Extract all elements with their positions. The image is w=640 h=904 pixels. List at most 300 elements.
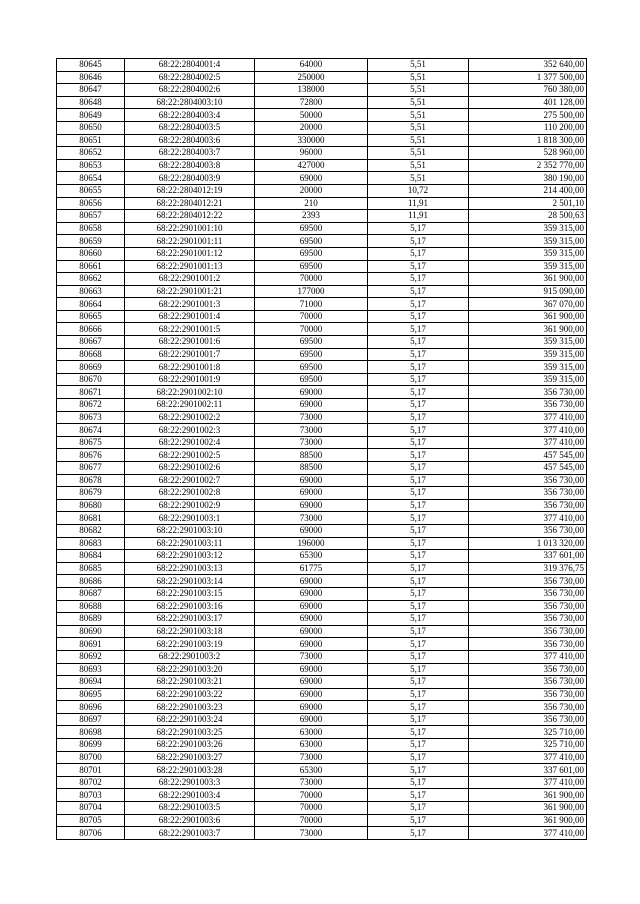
- table-row: [57, 726, 587, 739]
- cadastral-number-cell: 68:22:2804003:4: [125, 109, 255, 122]
- table-row: [57, 247, 587, 260]
- cadastral-number-cell: 68:22:2901003:23: [125, 701, 255, 714]
- table-row: [57, 235, 587, 248]
- table-row: [57, 802, 587, 815]
- area-cell: 69000: [255, 399, 368, 412]
- cadastral-number-cell: 68:22:2804003:8: [125, 159, 255, 172]
- area-cell: 70000: [255, 273, 368, 286]
- row-number-cell: 80675: [57, 436, 125, 449]
- row-number-cell: 80672: [57, 399, 125, 412]
- cadastral-number-cell: 68:22:2901003:21: [125, 676, 255, 689]
- row-number-cell: 80676: [57, 449, 125, 462]
- cadastral-value-cell: 361 900,00: [469, 273, 587, 286]
- cadastral-value-cell: 361 900,00: [469, 802, 587, 815]
- row-number-cell: 80677: [57, 462, 125, 475]
- table-row: [57, 336, 587, 349]
- cadastral-number-cell: 68:22:2901001:12: [125, 247, 255, 260]
- cadastral-number-cell: 68:22:2901001:8: [125, 361, 255, 374]
- rate-cell: 5,51: [368, 172, 469, 185]
- row-number-cell: 80681: [57, 512, 125, 525]
- cadastral-value-cell: 1 377 500,00: [469, 71, 587, 84]
- cadastral-number-cell: 68:22:2804012:21: [125, 197, 255, 210]
- cadastral-value-cell: 356 730,00: [469, 499, 587, 512]
- rate-cell: 5,17: [368, 411, 469, 424]
- cadastral-number-cell: 68:22:2804003:7: [125, 147, 255, 160]
- rate-cell: 5,17: [368, 802, 469, 815]
- area-cell: 69500: [255, 235, 368, 248]
- cadastral-value-cell: 214 400,00: [469, 184, 587, 197]
- cadastral-value-cell: 457 545,00: [469, 462, 587, 475]
- cadastral-number-cell: 68:22:2804001:4: [125, 59, 255, 72]
- rate-cell: 5,17: [368, 726, 469, 739]
- table-row: [57, 71, 587, 84]
- rate-cell: 5,17: [368, 550, 469, 563]
- cadastral-value-cell: 356 730,00: [469, 638, 587, 651]
- row-number-cell: 80666: [57, 323, 125, 336]
- table-row: [57, 487, 587, 500]
- table-row: [57, 827, 587, 840]
- cadastral-number-cell: 68:22:2901002:3: [125, 424, 255, 437]
- cadastral-value-cell: 359 315,00: [469, 260, 587, 273]
- cadastral-number-cell: 68:22:2804002:6: [125, 84, 255, 97]
- row-number-cell: 80673: [57, 411, 125, 424]
- cadastral-value-cell: 356 730,00: [469, 487, 587, 500]
- cadastral-number-cell: 68:22:2901001:11: [125, 235, 255, 248]
- cadastral-number-cell: 68:22:2901003:11: [125, 537, 255, 550]
- area-cell: 330000: [255, 134, 368, 147]
- rate-cell: 5,51: [368, 59, 469, 72]
- area-cell: 73000: [255, 776, 368, 789]
- area-cell: 69000: [255, 575, 368, 588]
- row-number-cell: 80706: [57, 827, 125, 840]
- cadastral-number-cell: 68:22:2804003:10: [125, 96, 255, 109]
- table-row: [57, 550, 587, 563]
- rate-cell: 5,51: [368, 71, 469, 84]
- area-cell: 69000: [255, 613, 368, 626]
- rate-cell: 5,17: [368, 587, 469, 600]
- cadastral-value-cell: 359 315,00: [469, 348, 587, 361]
- table-row: [57, 474, 587, 487]
- rate-cell: 5,17: [368, 436, 469, 449]
- table-row: [57, 298, 587, 311]
- area-cell: 69000: [255, 625, 368, 638]
- area-cell: 63000: [255, 726, 368, 739]
- cadastral-number-cell: 68:22:2901001:2: [125, 273, 255, 286]
- row-number-cell: 80664: [57, 298, 125, 311]
- cadastral-value-cell: 359 315,00: [469, 373, 587, 386]
- table-row: [57, 134, 587, 147]
- rate-cell: 5,17: [368, 235, 469, 248]
- row-number-cell: 80700: [57, 751, 125, 764]
- table-row: [57, 600, 587, 613]
- cadastral-number-cell: 68:22:2901003:15: [125, 587, 255, 600]
- rate-cell: 5,17: [368, 663, 469, 676]
- cadastral-value-cell: 401 128,00: [469, 96, 587, 109]
- row-number-cell: 80698: [57, 726, 125, 739]
- rate-cell: 5,17: [368, 701, 469, 714]
- cadastral-number-cell: 68:22:2901002:5: [125, 449, 255, 462]
- rate-cell: 5,17: [368, 348, 469, 361]
- area-cell: 2393: [255, 210, 368, 223]
- area-cell: 20000: [255, 184, 368, 197]
- row-number-cell: 80690: [57, 625, 125, 638]
- rate-cell: 5,17: [368, 247, 469, 260]
- table-row: [57, 663, 587, 676]
- table-row: [57, 688, 587, 701]
- table-row: [57, 210, 587, 223]
- table-row: [57, 789, 587, 802]
- area-cell: 177000: [255, 285, 368, 298]
- rate-cell: 5,17: [368, 386, 469, 399]
- cadastral-value-cell: 361 900,00: [469, 323, 587, 336]
- rate-cell: 5,17: [368, 512, 469, 525]
- cadastral-number-cell: 68:22:2901003:5: [125, 802, 255, 815]
- rate-cell: 5,17: [368, 361, 469, 374]
- cadastral-value-cell: 377 410,00: [469, 650, 587, 663]
- cadastral-value-cell: 356 730,00: [469, 575, 587, 588]
- table-row: [57, 184, 587, 197]
- area-cell: 69000: [255, 386, 368, 399]
- cadastral-value-cell: 361 900,00: [469, 310, 587, 323]
- row-number-cell: 80671: [57, 386, 125, 399]
- cadastral-value-cell: 337 601,00: [469, 764, 587, 777]
- table-row: [57, 399, 587, 412]
- rate-cell: 5,17: [368, 474, 469, 487]
- table-row: [57, 84, 587, 97]
- row-number-cell: 80668: [57, 348, 125, 361]
- rate-cell: 5,17: [368, 323, 469, 336]
- table-row: [57, 499, 587, 512]
- area-cell: 88500: [255, 449, 368, 462]
- row-number-cell: 80646: [57, 71, 125, 84]
- row-number-cell: 80680: [57, 499, 125, 512]
- row-number-cell: 80695: [57, 688, 125, 701]
- area-cell: 96000: [255, 147, 368, 160]
- cadastral-value-cell: 28 500,63: [469, 210, 587, 223]
- rate-cell: 5,17: [368, 298, 469, 311]
- cadastral-value-cell: 319 376,75: [469, 562, 587, 575]
- table-row: [57, 373, 587, 386]
- cadastral-number-cell: 68:22:2901001:4: [125, 310, 255, 323]
- cadastral-value-cell: 377 410,00: [469, 436, 587, 449]
- table-row: [57, 222, 587, 235]
- row-number-cell: 80683: [57, 537, 125, 550]
- table-row: [57, 524, 587, 537]
- cadastral-value-cell: 760 380,00: [469, 84, 587, 97]
- cadastral-value-cell: 352 640,00: [469, 59, 587, 72]
- area-cell: 69000: [255, 663, 368, 676]
- row-number-cell: 80670: [57, 373, 125, 386]
- table-row: [57, 121, 587, 134]
- area-cell: 69000: [255, 487, 368, 500]
- cadastral-value-cell: 380 190,00: [469, 172, 587, 185]
- rate-cell: 10,72: [368, 184, 469, 197]
- row-number-cell: 80689: [57, 613, 125, 626]
- cadastral-number-cell: 68:22:2901003:12: [125, 550, 255, 563]
- cadastral-number-cell: 68:22:2901001:10: [125, 222, 255, 235]
- table-row: [57, 739, 587, 752]
- row-number-cell: 80702: [57, 776, 125, 789]
- cadastral-value-cell: 359 315,00: [469, 247, 587, 260]
- row-number-cell: 80652: [57, 147, 125, 160]
- row-number-cell: 80654: [57, 172, 125, 185]
- cadastral-number-cell: 68:22:2901003:20: [125, 663, 255, 676]
- area-cell: 69000: [255, 600, 368, 613]
- rate-cell: 5,17: [368, 285, 469, 298]
- cadastral-number-cell: 68:22:2901002:8: [125, 487, 255, 500]
- row-number-cell: 80663: [57, 285, 125, 298]
- cadastral-number-cell: 68:22:2901002:9: [125, 499, 255, 512]
- row-number-cell: 80661: [57, 260, 125, 273]
- rate-cell: 5,17: [368, 562, 469, 575]
- rate-cell: 5,17: [368, 625, 469, 638]
- row-number-cell: 80691: [57, 638, 125, 651]
- table-row: [57, 109, 587, 122]
- table-row: [57, 462, 587, 475]
- cadastral-value-cell: 361 900,00: [469, 789, 587, 802]
- cadastral-value-cell: 356 730,00: [469, 676, 587, 689]
- table-row: [57, 537, 587, 550]
- table-body: [57, 59, 587, 840]
- row-number-cell: 80704: [57, 802, 125, 815]
- row-number-cell: 80688: [57, 600, 125, 613]
- area-cell: 210: [255, 197, 368, 210]
- area-cell: 69500: [255, 222, 368, 235]
- table-row: [57, 575, 587, 588]
- row-number-cell: 80694: [57, 676, 125, 689]
- rate-cell: 5,51: [368, 84, 469, 97]
- cadastral-number-cell: 68:22:2901001:5: [125, 323, 255, 336]
- row-number-cell: 80657: [57, 210, 125, 223]
- cadastral-value-cell: 356 730,00: [469, 474, 587, 487]
- cadastral-value-cell: 359 315,00: [469, 222, 587, 235]
- cadastral-value-cell: 356 730,00: [469, 600, 587, 613]
- area-cell: 69500: [255, 260, 368, 273]
- cadastral-number-cell: 68:22:2901003:24: [125, 713, 255, 726]
- rate-cell: 5,17: [368, 222, 469, 235]
- rate-cell: 5,17: [368, 462, 469, 475]
- table-row: [57, 386, 587, 399]
- row-number-cell: 80697: [57, 713, 125, 726]
- cadastral-value-cell: 528 960,00: [469, 147, 587, 160]
- table-row: [57, 751, 587, 764]
- rate-cell: 5,17: [368, 764, 469, 777]
- row-number-cell: 80692: [57, 650, 125, 663]
- rate-cell: 5,17: [368, 424, 469, 437]
- cadastral-number-cell: 68:22:2901003:14: [125, 575, 255, 588]
- area-cell: 69500: [255, 373, 368, 386]
- table-row: [57, 701, 587, 714]
- row-number-cell: 80669: [57, 361, 125, 374]
- area-cell: 69000: [255, 172, 368, 185]
- cadastral-value-cell: 325 710,00: [469, 739, 587, 752]
- row-number-cell: 80651: [57, 134, 125, 147]
- row-number-cell: 80645: [57, 59, 125, 72]
- area-cell: 72800: [255, 96, 368, 109]
- cadastral-value-cell: 457 545,00: [469, 449, 587, 462]
- rate-cell: 5,17: [368, 399, 469, 412]
- cadastral-number-cell: 68:22:2901003:6: [125, 814, 255, 827]
- rate-cell: 11,91: [368, 197, 469, 210]
- rate-cell: 5,51: [368, 121, 469, 134]
- rate-cell: 5,17: [368, 789, 469, 802]
- row-number-cell: 80682: [57, 524, 125, 537]
- area-cell: 69000: [255, 713, 368, 726]
- rate-cell: 5,17: [368, 751, 469, 764]
- area-cell: 69000: [255, 499, 368, 512]
- cadastral-number-cell: 68:22:2901002:11: [125, 399, 255, 412]
- cadastral-value-cell: 356 730,00: [469, 701, 587, 714]
- rate-cell: 5,51: [368, 134, 469, 147]
- cadastral-number-cell: 68:22:2901003:19: [125, 638, 255, 651]
- cadastral-value-cell: 337 601,00: [469, 550, 587, 563]
- rate-cell: 5,17: [368, 638, 469, 651]
- rate-cell: 5,17: [368, 449, 469, 462]
- table-row: [57, 562, 587, 575]
- cadastral-value-cell: 110 200,00: [469, 121, 587, 134]
- table-row: [57, 96, 587, 109]
- row-number-cell: 80685: [57, 562, 125, 575]
- area-cell: 73000: [255, 411, 368, 424]
- area-cell: 69000: [255, 474, 368, 487]
- row-number-cell: 80703: [57, 789, 125, 802]
- cadastral-number-cell: 68:22:2804012:22: [125, 210, 255, 223]
- area-cell: 73000: [255, 436, 368, 449]
- table-row: [57, 587, 587, 600]
- rate-cell: 5,17: [368, 336, 469, 349]
- area-cell: 69000: [255, 524, 368, 537]
- rate-cell: 5,17: [368, 613, 469, 626]
- cadastral-value-cell: 2 501,10: [469, 197, 587, 210]
- cadastral-number-cell: 68:22:2804003:9: [125, 172, 255, 185]
- rate-cell: 5,17: [368, 650, 469, 663]
- table-row: [57, 285, 587, 298]
- area-cell: 61775: [255, 562, 368, 575]
- cadastral-value-cell: 359 315,00: [469, 336, 587, 349]
- table-row: [57, 613, 587, 626]
- rate-cell: 5,17: [368, 499, 469, 512]
- table-row: [57, 159, 587, 172]
- area-cell: 70000: [255, 310, 368, 323]
- cadastral-number-cell: 68:22:2901003:27: [125, 751, 255, 764]
- area-cell: 65300: [255, 550, 368, 563]
- cadastral-number-cell: 68:22:2901003:16: [125, 600, 255, 613]
- cadastral-number-cell: 68:22:2901001:7: [125, 348, 255, 361]
- cadastral-value-cell: 377 410,00: [469, 424, 587, 437]
- area-cell: 71000: [255, 298, 368, 311]
- area-cell: 69500: [255, 361, 368, 374]
- cadastral-number-cell: 68:22:2901003:18: [125, 625, 255, 638]
- cadastral-number-cell: 68:22:2901003:2: [125, 650, 255, 663]
- cadastral-number-cell: 68:22:2901003:28: [125, 764, 255, 777]
- cadastral-number-cell: 68:22:2901003:25: [125, 726, 255, 739]
- area-cell: 69500: [255, 348, 368, 361]
- rate-cell: 5,17: [368, 776, 469, 789]
- row-number-cell: 80696: [57, 701, 125, 714]
- area-cell: 69000: [255, 701, 368, 714]
- area-cell: 88500: [255, 462, 368, 475]
- cadastral-value-cell: 356 730,00: [469, 587, 587, 600]
- table-row: [57, 260, 587, 273]
- cadastral-value-cell: 377 410,00: [469, 751, 587, 764]
- area-cell: 138000: [255, 84, 368, 97]
- table-row: [57, 424, 587, 437]
- cadastral-number-cell: 68:22:2901003:3: [125, 776, 255, 789]
- cadastral-number-cell: 68:22:2804012:19: [125, 184, 255, 197]
- rate-cell: 5,17: [368, 827, 469, 840]
- table-row: [57, 310, 587, 323]
- row-number-cell: 80647: [57, 84, 125, 97]
- area-cell: 69000: [255, 676, 368, 689]
- rate-cell: 5,17: [368, 713, 469, 726]
- table-row: [57, 676, 587, 689]
- cadastral-value-cell: 359 315,00: [469, 235, 587, 248]
- cadastral-number-cell: 68:22:2901001:9: [125, 373, 255, 386]
- cadastral-number-cell: 68:22:2901002:10: [125, 386, 255, 399]
- area-cell: 196000: [255, 537, 368, 550]
- cadastral-value-cell: 356 730,00: [469, 688, 587, 701]
- rate-cell: 5,17: [368, 676, 469, 689]
- area-cell: 69000: [255, 638, 368, 651]
- area-cell: 70000: [255, 814, 368, 827]
- table-row: [57, 197, 587, 210]
- row-number-cell: 80674: [57, 424, 125, 437]
- row-number-cell: 80684: [57, 550, 125, 563]
- cadastral-value-table: [56, 58, 587, 840]
- cadastral-number-cell: 68:22:2901001:6: [125, 336, 255, 349]
- table-row: [57, 449, 587, 462]
- rate-cell: 5,17: [368, 575, 469, 588]
- table-row: [57, 713, 587, 726]
- row-number-cell: 80650: [57, 121, 125, 134]
- area-cell: 69000: [255, 587, 368, 600]
- cadastral-value-cell: 377 410,00: [469, 512, 587, 525]
- area-cell: 73000: [255, 650, 368, 663]
- cadastral-number-cell: 68:22:2901003:26: [125, 739, 255, 752]
- rate-cell: 5,51: [368, 109, 469, 122]
- cadastral-value-cell: 359 315,00: [469, 361, 587, 374]
- rate-cell: 11,91: [368, 210, 469, 223]
- area-cell: 250000: [255, 71, 368, 84]
- rate-cell: 5,51: [368, 147, 469, 160]
- area-cell: 73000: [255, 827, 368, 840]
- document-page: [56, 58, 586, 840]
- row-number-cell: 80686: [57, 575, 125, 588]
- area-cell: 64000: [255, 59, 368, 72]
- area-cell: 70000: [255, 323, 368, 336]
- row-number-cell: 80665: [57, 310, 125, 323]
- table-row: [57, 638, 587, 651]
- table-row: [57, 650, 587, 663]
- row-number-cell: 80655: [57, 184, 125, 197]
- cadastral-value-cell: 356 730,00: [469, 663, 587, 676]
- cadastral-value-cell: 367 070,00: [469, 298, 587, 311]
- area-cell: 69500: [255, 336, 368, 349]
- cadastral-number-cell: 68:22:2901002:2: [125, 411, 255, 424]
- cadastral-value-cell: 325 710,00: [469, 726, 587, 739]
- row-number-cell: 80693: [57, 663, 125, 676]
- cadastral-number-cell: 68:22:2901003:17: [125, 613, 255, 626]
- cadastral-value-cell: 356 730,00: [469, 524, 587, 537]
- cadastral-number-cell: 68:22:2804003:5: [125, 121, 255, 134]
- table-row: [57, 814, 587, 827]
- area-cell: 73000: [255, 424, 368, 437]
- cadastral-number-cell: 68:22:2901002:7: [125, 474, 255, 487]
- rate-cell: 5,17: [368, 273, 469, 286]
- area-cell: 69500: [255, 247, 368, 260]
- area-cell: 63000: [255, 739, 368, 752]
- cadastral-value-cell: 356 730,00: [469, 386, 587, 399]
